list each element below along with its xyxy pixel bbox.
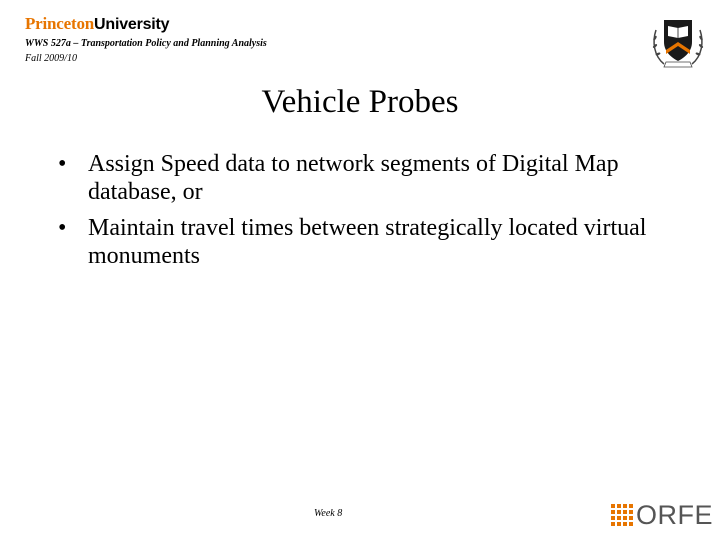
bullet-text: Maintain travel times between strategically located virtual monuments — [88, 215, 647, 269]
orfe-grid-icon — [611, 504, 633, 526]
bullet-list — [58, 150, 678, 278]
bullet-marker: • — [58, 151, 67, 177]
term-line: Fall 2009/10 — [25, 53, 77, 64]
list-item — [58, 214, 678, 270]
list-item — [58, 150, 678, 206]
orfe-logo — [611, 500, 713, 530]
bullet-text: Assign Speed data to network segments of Digital Map database, or — [88, 151, 619, 205]
brand-princeton: Princeton — [25, 14, 95, 33]
orfe-logo-text: ORFE — [636, 500, 714, 530]
slide-title: Vehicle Probes — [261, 84, 459, 120]
course-line: WWS 527a – Transportation Policy and Planning Analysis — [25, 38, 267, 49]
week-label: Week 8 — [314, 508, 343, 519]
brand-university: University — [94, 16, 170, 33]
princeton-wordmark — [25, 14, 169, 35]
princeton-shield-seal-icon — [648, 12, 708, 72]
bullet-marker: • — [58, 215, 67, 241]
